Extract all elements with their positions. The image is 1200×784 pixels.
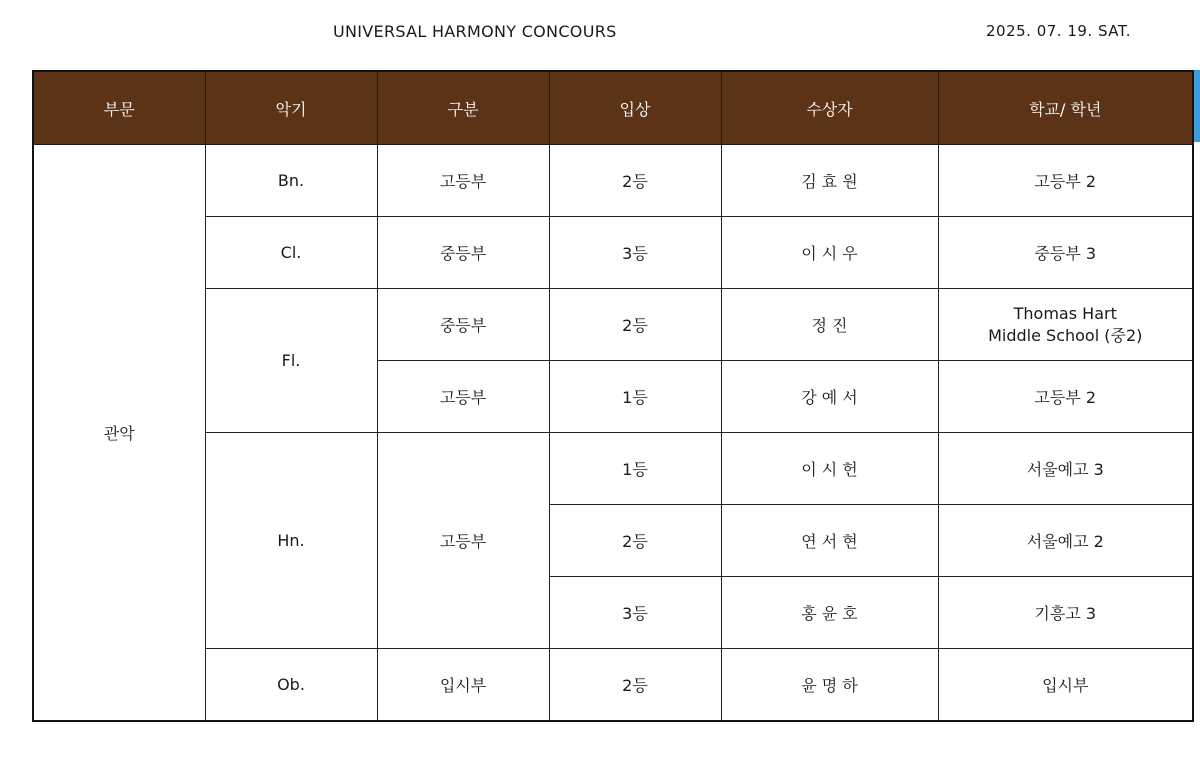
school-cell: 기흥고 3 bbox=[938, 577, 1193, 649]
rank-cell: 2등 bbox=[549, 289, 721, 361]
winner-cell: 이 시 우 bbox=[721, 217, 938, 289]
winner-cell: 이 시 헌 bbox=[721, 433, 938, 505]
division-cell: 고등부 bbox=[377, 145, 549, 217]
school-cell: 서울예고 2 bbox=[938, 505, 1193, 577]
column-header-section: 부문 bbox=[33, 71, 205, 145]
table-row bbox=[33, 217, 1193, 289]
school-line: Thomas Hart bbox=[1013, 303, 1117, 323]
event-date: 2025. 07. 19. SAT. bbox=[986, 22, 1132, 40]
school-cell: 중등부 3 bbox=[938, 217, 1193, 289]
division-cell: 중등부 bbox=[377, 289, 549, 361]
rank-cell: 2등 bbox=[549, 649, 721, 722]
rank-cell: 2등 bbox=[549, 505, 721, 577]
winner-cell: 홍 윤 호 bbox=[721, 577, 938, 649]
column-header-school: 학교/ 학년 bbox=[938, 71, 1193, 145]
instrument-cell: Ob. bbox=[205, 649, 377, 722]
instrument-cell: Hn. bbox=[205, 433, 377, 649]
accent-bar bbox=[1193, 70, 1200, 142]
division-cell: 입시부 bbox=[377, 649, 549, 722]
winner-cell: 강 예 서 bbox=[721, 361, 938, 433]
school-cell: 고등부 2 bbox=[938, 145, 1193, 217]
page-title: UNIVERSAL HARMONY CONCOURS bbox=[333, 22, 617, 41]
instrument-cell: Bn. bbox=[205, 145, 377, 217]
rank-cell: 2등 bbox=[549, 145, 721, 217]
school-cell: 서울예고 3 bbox=[938, 433, 1193, 505]
winner-cell: 정 진 bbox=[721, 289, 938, 361]
school-line: Middle School (중2) bbox=[988, 325, 1143, 345]
rank-cell: 1등 bbox=[549, 361, 721, 433]
rank-cell: 1등 bbox=[549, 433, 721, 505]
table-row bbox=[33, 649, 1193, 722]
column-header-rank: 입상 bbox=[549, 71, 721, 145]
results-table bbox=[32, 70, 1194, 722]
division-cell: 고등부 bbox=[377, 361, 549, 433]
winner-cell: 윤 명 하 bbox=[721, 649, 938, 722]
school-cell: 입시부 bbox=[938, 649, 1193, 722]
rank-cell: 3등 bbox=[549, 217, 721, 289]
table-row bbox=[33, 433, 1193, 505]
table-row bbox=[33, 289, 1193, 361]
winner-cell: 연 서 현 bbox=[721, 505, 938, 577]
table-row bbox=[33, 145, 1193, 217]
instrument-cell: Fl. bbox=[205, 289, 377, 433]
rank-cell: 3등 bbox=[549, 577, 721, 649]
division-cell: 중등부 bbox=[377, 217, 549, 289]
column-header-instrument: 악기 bbox=[205, 71, 377, 145]
division-cell: 고등부 bbox=[377, 433, 549, 649]
column-header-winner: 수상자 bbox=[721, 71, 938, 145]
column-header-division: 구분 bbox=[377, 71, 549, 145]
section-cell: 관악 bbox=[33, 145, 205, 722]
winner-cell: 김 효 원 bbox=[721, 145, 938, 217]
school-cell: 고등부 2 bbox=[938, 361, 1193, 433]
school-cell bbox=[938, 289, 1193, 361]
table-header-row bbox=[33, 71, 1193, 145]
instrument-cell: Cl. bbox=[205, 217, 377, 289]
